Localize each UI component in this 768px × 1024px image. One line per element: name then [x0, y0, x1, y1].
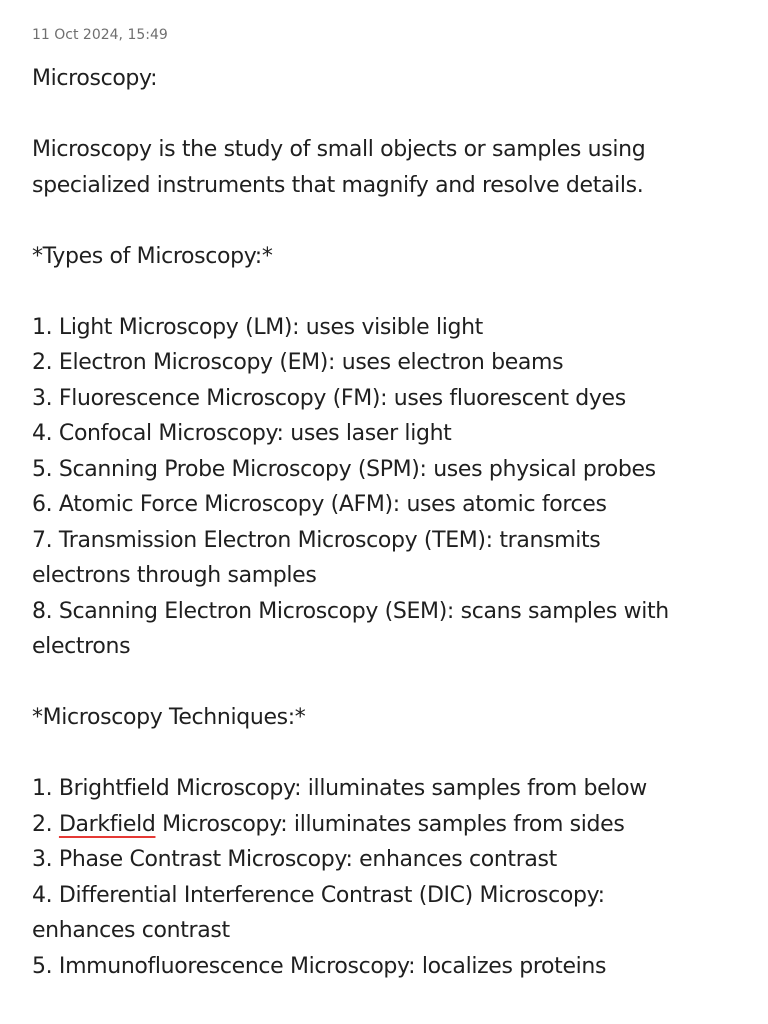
- intro-text-line: Microscopy is the study of small objects or samples using: [32, 137, 646, 162]
- types-list-line: 5. Scanning Probe Microscopy (SPM): uses physical probes: [32, 456, 656, 482]
- types-list-line: electrons through samples: [32, 563, 317, 588]
- blank-line: [32, 203, 748, 239]
- intro-text-line: specialized instruments that magnify and resolve details.: [32, 172, 644, 198]
- blank-line: [32, 665, 748, 701]
- blank-line: [32, 736, 748, 772]
- blank-line: [32, 274, 748, 310]
- techniques-list-line: 3. Phase Contrast Microscopy: enhances contrast: [32, 847, 557, 872]
- spellcheck-flagged-word[interactable]: Darkfield: [58, 811, 156, 837]
- note-timestamp: 11 Oct 2024, 15:49: [32, 27, 168, 43]
- types-list-line: 1. Light Microscopy (LM): uses visible light: [32, 314, 483, 340]
- blank-line: [32, 97, 748, 133]
- types-list-line: 2. Electron Microscopy (EM): uses electron beams: [32, 350, 564, 375]
- techniques-list-line: 4. Differential Interference Contrast (DIC) Microscopy:: [32, 882, 605, 908]
- note-body[interactable]: [32, 61, 748, 984]
- types-list-line: 3. Fluorescence Microscopy (FM): uses fluorescent dyes: [32, 385, 626, 411]
- types-list-line: electrons: [32, 634, 131, 659]
- item-prefix: 2.: [32, 811, 59, 837]
- types-list-line: 4. Confocal Microscopy: uses laser light: [32, 421, 452, 446]
- types-list-line: 6. Atomic Force Microscopy (AFM): uses atomic forces: [32, 492, 607, 517]
- techniques-list-line: 5. Immunofluorescence Microscopy: localizes proteins: [32, 953, 607, 979]
- techniques-list-line: enhances contrast: [32, 918, 230, 943]
- types-list-line: 7. Transmission Electron Microscopy (TEM): transmits: [32, 527, 601, 553]
- techniques-list-line: [32, 807, 748, 843]
- types-list-line: 8. Scanning Electron Microscopy (SEM): scans samples with: [32, 598, 669, 624]
- techniques-list-line: 1. Brightfield Microscopy: illuminates samples from below: [32, 776, 647, 801]
- item-rest: Microscopy: illuminates samples from sides: [155, 811, 625, 837]
- note-title: Microscopy:: [32, 66, 158, 91]
- techniques-heading: *Microscopy Techniques:*: [32, 705, 306, 730]
- types-heading: *Types of Microscopy:*: [32, 243, 273, 269]
